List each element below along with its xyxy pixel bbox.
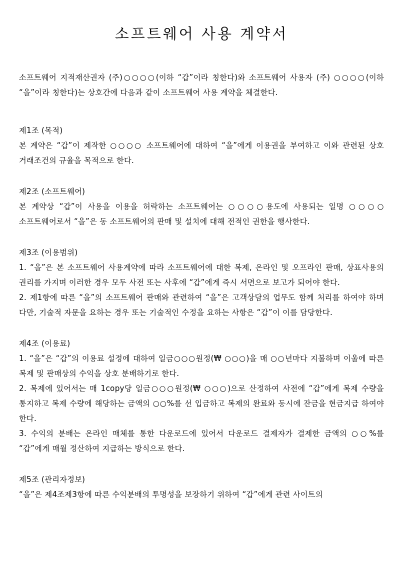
- intro-paragraph: 소프트웨어 지적재산권자 (주)○○○○(이하 “갑”이라 칭한다)와 소프트웨어 사용자 (주) ○○○○(이하 “을”이라 칭한다)는 상호간에 다음과 같이 소프트웨어 사용 계약을 체결한다.: [19, 73, 384, 97]
- article-3-paragraph-1: 1. “을”은 본 소프트웨어 사용계약에 따라 소프트웨어에 대한 복제, 온라인 및 오프라인 판매, 상표사용의 권리를 가지며 이러한 경우 모두 사전 또는 사후에 “갑”에게 즉시 서면으로 보고가 되어야 한다.: [19, 263, 384, 287]
- article-5: [19, 472, 384, 502]
- document-title: 소프트웨어 사용 계약서: [114, 27, 289, 43]
- article-3-paragraph-2: 2. 제1항에 따른 “을”의 소프트웨어 판매와 관련하여 “을”은 고객상담의 업무도 함께 처리를 하여야 하며 다만, 기술적 자문을 요하는 경우 또는 기술적인 수정을 요하는 사항은 “갑”이 이를 담당한다.: [19, 293, 384, 317]
- article-1-heading: 제1조 (목적): [19, 126, 63, 135]
- article-4-paragraph-1: 1. “을”은 “갑”의 이용료 설정에 대하여 일금○○○원정(₩ ○○○)을 매 ○○년마다 지불하며 이울에 따른 복제 및 판매상의 수익을 상호 분배하기로 한다.: [19, 354, 384, 378]
- article-5-heading: 제5조 (관리자정보): [19, 475, 86, 484]
- article-4: [19, 336, 384, 456]
- article-4-heading: 제4조 (이용료): [19, 339, 71, 348]
- article-2: [19, 184, 384, 229]
- article-5-paragraph-1: “을”은 제4조제3항에 따른 수익분배의 투명성을 보장하기 위하여 “갑”에게 관련 사이트의: [19, 490, 323, 499]
- article-4-paragraph-3: 3. 수익의 분배는 온라인 매체를 통한 다운로드에 있어서 다운로드 결제자가 결제한 금액의 ○○%를 “갑”에게 매월 정산하여 지급하는 방식으로 한다.: [19, 429, 384, 453]
- article-4-paragraph-2: 2. 복제에 있어서는 매 1copy당 일금○○○원정(₩ ○○○)으로 산정하여 사전에 “갑”에게 복제 수량을 통지하고 복제 수량에 해당하는 금액의 ○○%를 선 입금하고 복제의 완료와 동시에 잔금을 현금지급 하여야 한다.: [19, 384, 384, 423]
- article-2-paragraph-1: 본 계약상 “갑”이 사용을 이용을 허락하는 소프트웨어는 ○○○○용도에 사용되는 일명 ○○○○ 소프트웨어로서 “을”은 동 소프트웨어의 판매 및 설치에 대해 전적인 권한을 행사한다.: [19, 202, 384, 226]
- article-1: [19, 123, 384, 168]
- article-2-heading: 제2조 (소프트웨어): [19, 187, 86, 196]
- article-3-heading: 제3조 (이용범위): [19, 248, 78, 257]
- article-1-paragraph-1: 본 계약은 “갑”이 제작한 ○○○○ 소프트웨어에 대하여 “을”에게 이용권을 부여하고 이와 관련된 상호 거래조건의 규율을 목적으로 한다.: [19, 141, 384, 165]
- article-3: [19, 245, 384, 320]
